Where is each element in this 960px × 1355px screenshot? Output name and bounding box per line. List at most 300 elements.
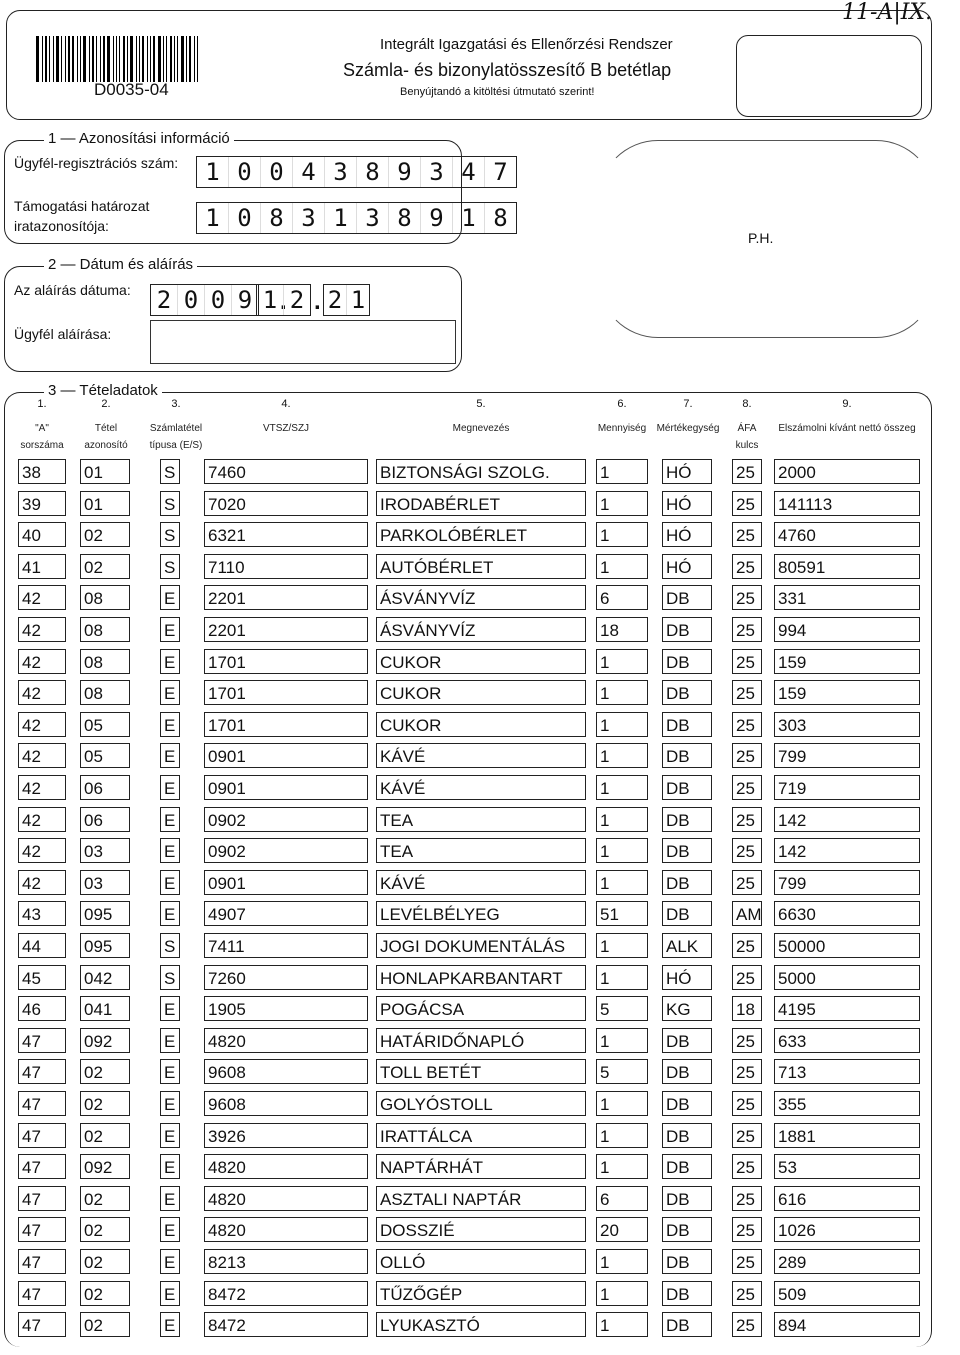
item-id-cell[interactable]: 02: [80, 1217, 130, 1242]
item-name-cell[interactable]: HATÁRIDŐNAPLÓ: [376, 1028, 586, 1053]
item-name-cell[interactable]: TEA: [376, 807, 586, 832]
vat-rate-cell[interactable]: 25: [732, 933, 762, 958]
unit-cell[interactable]: DB: [662, 838, 712, 863]
seq-number-cell[interactable]: 47: [18, 1028, 66, 1053]
net-amount-cell[interactable]: 616: [774, 1186, 920, 1211]
vat-rate-cell[interactable]: 25: [732, 1059, 762, 1084]
client-reg-digit: 3: [325, 157, 357, 187]
item-type-cell[interactable]: E: [160, 712, 180, 737]
net-amount-cell[interactable]: 4195: [774, 996, 920, 1021]
seq-number-cell[interactable]: 47: [18, 1217, 66, 1242]
vat-rate-cell[interactable]: 25: [732, 1154, 762, 1179]
quantity-cell[interactable]: 1: [596, 459, 648, 484]
column-seq-number-num: 1.: [37, 398, 47, 410]
client-reg-number-field[interactable]: [196, 156, 517, 188]
seq-number-cell[interactable]: 47: [18, 1123, 66, 1148]
quantity-cell[interactable]: 18: [596, 617, 648, 642]
unit-cell[interactable]: DB: [662, 901, 712, 926]
item-type-cell[interactable]: S: [160, 933, 180, 958]
item-name-cell[interactable]: BIZTONSÁGI SZOLG.: [376, 459, 586, 484]
net-amount-cell[interactable]: 633: [774, 1028, 920, 1053]
seq-number-cell[interactable]: 42: [18, 712, 66, 737]
unit-cell[interactable]: DB: [662, 807, 712, 832]
item-type-cell[interactable]: E: [160, 838, 180, 863]
client-reg-digit: 0: [261, 157, 293, 187]
date-day-digit: 2: [324, 285, 347, 315]
net-amount-cell[interactable]: 799: [774, 743, 920, 768]
item-name-cell[interactable]: JOGI DOKUMENTÁLÁS: [376, 933, 586, 958]
item-type-cell[interactable]: E: [160, 1091, 180, 1116]
item-name-cell[interactable]: IRODABÉRLET: [376, 491, 586, 516]
vtsz-code-cell[interactable]: 7411: [204, 933, 368, 958]
unit-cell[interactable]: HÓ: [662, 522, 712, 547]
vat-rate-cell[interactable]: 25: [732, 522, 762, 547]
quantity-cell[interactable]: 1: [596, 807, 648, 832]
seq-number-cell[interactable]: 41: [18, 554, 66, 579]
net-amount-cell[interactable]: 1026: [774, 1217, 920, 1242]
item-id-cell[interactable]: 06: [80, 775, 130, 800]
stamp-label: P.H.: [748, 230, 774, 246]
vat-rate-cell[interactable]: 25: [732, 838, 762, 863]
item-name-cell[interactable]: DOSSZIÉ: [376, 1217, 586, 1242]
vtsz-code-cell[interactable]: 7020: [204, 491, 368, 516]
item-id-cell[interactable]: 01: [80, 459, 130, 484]
column-item-type-head: Számlatétel: [149, 423, 203, 434]
item-id-cell[interactable]: 01: [80, 491, 130, 516]
unit-cell[interactable]: DB: [662, 617, 712, 642]
item-type-cell[interactable]: E: [160, 1186, 180, 1211]
quantity-cell[interactable]: 1: [596, 870, 648, 895]
item-type-cell[interactable]: E: [160, 680, 180, 705]
item-name-cell[interactable]: HONLAPKARBANTART: [376, 965, 586, 990]
item-type-cell[interactable]: E: [160, 901, 180, 926]
item-name-cell[interactable]: CUKOR: [376, 712, 586, 737]
unit-cell[interactable]: HÓ: [662, 554, 712, 579]
seq-number-cell[interactable]: 47: [18, 1312, 66, 1337]
vat-rate-cell[interactable]: 25: [732, 1281, 762, 1306]
seq-number-cell[interactable]: 42: [18, 649, 66, 674]
seq-number-cell[interactable]: 42: [18, 585, 66, 610]
vtsz-code-cell[interactable]: 2201: [204, 617, 368, 642]
item-id-cell[interactable]: 03: [80, 870, 130, 895]
quantity-cell[interactable]: 1: [596, 1154, 648, 1179]
item-type-cell[interactable]: E: [160, 585, 180, 610]
vtsz-code-cell[interactable]: 4820: [204, 1186, 368, 1211]
seq-number-cell[interactable]: 47: [18, 1281, 66, 1306]
net-amount-cell[interactable]: 142: [774, 838, 920, 863]
item-id-cell[interactable]: 08: [80, 680, 130, 705]
client-reg-digit: 7: [493, 158, 508, 186]
date-month-digit: 2: [289, 286, 305, 314]
date-day-digit: 1: [350, 286, 366, 314]
seq-number-cell[interactable]: 46: [18, 996, 66, 1021]
decision-id-digit: 1: [453, 203, 485, 233]
net-amount-cell[interactable]: 719: [774, 775, 920, 800]
quantity-cell[interactable]: 1: [596, 1091, 648, 1116]
item-id-cell[interactable]: 05: [80, 743, 130, 768]
seq-number-cell[interactable]: 44: [18, 933, 66, 958]
item-id-cell[interactable]: 042: [80, 965, 130, 990]
item-id-cell[interactable]: 02: [80, 1281, 130, 1306]
vtsz-code-cell[interactable]: 8213: [204, 1249, 368, 1274]
vtsz-code-cell[interactable]: 1701: [204, 712, 368, 737]
signature-date-label: Az aláírás dátuma:: [14, 282, 131, 298]
unit-cell[interactable]: KG: [662, 996, 712, 1021]
form-title: Számla- és bizonylatösszesítő B betétlap: [343, 60, 672, 80]
unit-cell[interactable]: DB: [662, 1028, 712, 1053]
unit-cell[interactable]: DB: [662, 743, 712, 768]
unit-cell[interactable]: HÓ: [662, 491, 712, 516]
item-id-cell[interactable]: 02: [80, 554, 130, 579]
date-year-digit: 0: [178, 285, 205, 315]
unit-cell[interactable]: DB: [662, 712, 712, 737]
item-id-cell[interactable]: 05: [80, 712, 130, 737]
item-name-cell[interactable]: TEA: [376, 838, 586, 863]
vtsz-code-cell[interactable]: 9608: [204, 1059, 368, 1084]
net-amount-cell[interactable]: 331: [774, 585, 920, 610]
item-id-cell[interactable]: 02: [80, 1249, 130, 1274]
vtsz-code-cell[interactable]: 0901: [204, 870, 368, 895]
item-name-cell[interactable]: LEVÉLBÉLYEG: [376, 901, 586, 926]
handwritten-note: 11-A|IX.: [842, 0, 933, 25]
item-id-cell[interactable]: 02: [80, 1186, 130, 1211]
vtsz-code-cell[interactable]: 4907: [204, 901, 368, 926]
item-name-cell[interactable]: TOLL BETÉT: [376, 1059, 586, 1084]
client-reg-digit: 1: [197, 157, 229, 187]
net-amount-cell[interactable]: 509: [774, 1281, 920, 1306]
date-separator: .: [280, 288, 287, 315]
column-seq-number-sub: sorszáma: [20, 440, 64, 451]
unit-cell[interactable]: HÓ: [662, 459, 712, 484]
vat-rate-cell[interactable]: 25: [732, 965, 762, 990]
item-type-cell[interactable]: E: [160, 996, 180, 1021]
item-id-cell[interactable]: 02: [80, 1091, 130, 1116]
item-type-cell[interactable]: E: [160, 1028, 180, 1053]
seq-number-cell[interactable]: 47: [18, 1186, 66, 1211]
net-amount-cell[interactable]: 159: [774, 649, 920, 674]
item-name-cell[interactable]: ÁSVÁNYVÍZ: [376, 617, 586, 642]
item-name-cell[interactable]: ÁSVÁNYVÍZ: [376, 585, 586, 610]
item-id-cell[interactable]: 08: [80, 649, 130, 674]
item-type-cell[interactable]: E: [160, 617, 180, 642]
unit-cell[interactable]: DB: [662, 1281, 712, 1306]
vtsz-code-cell[interactable]: 4820: [204, 1154, 368, 1179]
item-id-cell[interactable]: 03: [80, 838, 130, 863]
net-amount-cell[interactable]: 142: [774, 807, 920, 832]
quantity-cell[interactable]: 1: [596, 712, 648, 737]
item-id-cell[interactable]: 02: [80, 1312, 130, 1337]
seq-number-cell[interactable]: 42: [18, 838, 66, 863]
seq-number-cell[interactable]: 47: [18, 1059, 66, 1084]
date-year-digit: 0: [205, 285, 232, 315]
net-amount-cell[interactable]: 303: [774, 712, 920, 737]
client-reg-label: Ügyfél-regisztrációs szám:: [14, 155, 179, 171]
unit-cell[interactable]: DB: [662, 1059, 712, 1084]
column-net-amount-num: 9.: [842, 398, 852, 410]
date-month-digit: 1: [257, 285, 284, 315]
item-id-cell[interactable]: 092: [80, 1028, 130, 1053]
item-type-cell[interactable]: E: [160, 1059, 180, 1084]
item-name-cell[interactable]: GOLYÓSTOLL: [376, 1091, 586, 1116]
quantity-cell[interactable]: 1: [596, 554, 648, 579]
item-type-cell[interactable]: E: [160, 649, 180, 674]
net-amount-cell[interactable]: 159: [774, 680, 920, 705]
net-amount-cell[interactable]: 53: [774, 1154, 920, 1179]
vtsz-code-cell[interactable]: 3926: [204, 1123, 368, 1148]
quantity-cell[interactable]: 5: [596, 996, 648, 1021]
seq-number-cell[interactable]: 47: [18, 1154, 66, 1179]
quantity-cell[interactable]: 1: [596, 1249, 648, 1274]
item-id-cell[interactable]: 02: [80, 1123, 130, 1148]
unit-cell[interactable]: ALK: [662, 933, 712, 958]
decision-id-digit: 1: [325, 203, 357, 233]
item-type-cell[interactable]: E: [160, 1154, 180, 1179]
identification-section-title: 1 — Azonosítási információ: [44, 130, 234, 147]
item-type-cell[interactable]: S: [160, 459, 180, 484]
item-id-cell[interactable]: 095: [80, 933, 130, 958]
vat-rate-cell[interactable]: 25: [732, 617, 762, 642]
unit-cell[interactable]: DB: [662, 775, 712, 800]
seq-number-cell[interactable]: 39: [18, 491, 66, 516]
vat-rate-cell[interactable]: 25: [732, 491, 762, 516]
item-type-cell[interactable]: S: [160, 522, 180, 547]
item-id-cell[interactable]: 08: [80, 617, 130, 642]
quantity-cell[interactable]: 1: [596, 680, 648, 705]
date-year-digit: 9: [237, 286, 253, 314]
vat-rate-cell[interactable]: 25: [732, 1123, 762, 1148]
item-type-cell[interactable]: E: [160, 1217, 180, 1242]
column-unit-head: Mértékegység: [656, 423, 720, 434]
quantity-cell[interactable]: 1: [596, 1123, 648, 1148]
seq-number-cell[interactable]: 47: [18, 1249, 66, 1274]
vat-rate-cell[interactable]: 25: [732, 1091, 762, 1116]
seq-number-cell[interactable]: 47: [18, 1091, 66, 1116]
vtsz-code-cell[interactable]: 7460: [204, 459, 368, 484]
unit-cell[interactable]: DB: [662, 1217, 712, 1242]
quantity-cell[interactable]: 1: [596, 838, 648, 863]
item-name-cell[interactable]: KÁVÉ: [376, 743, 586, 768]
item-type-cell[interactable]: S: [160, 491, 180, 516]
item-type-cell[interactable]: E: [160, 1123, 180, 1148]
vtsz-code-cell[interactable]: 1701: [204, 680, 368, 705]
seq-number-cell[interactable]: 42: [18, 617, 66, 642]
quantity-cell[interactable]: 1: [596, 1281, 648, 1306]
item-id-cell[interactable]: 08: [80, 585, 130, 610]
vtsz-code-cell[interactable]: 0901: [204, 743, 368, 768]
item-type-cell[interactable]: E: [160, 743, 180, 768]
quantity-cell[interactable]: 1: [596, 1028, 648, 1053]
item-name-cell[interactable]: CUKOR: [376, 680, 586, 705]
item-id-cell[interactable]: 041: [80, 996, 130, 1021]
item-name-cell[interactable]: CUKOR: [376, 649, 586, 674]
vtsz-code-cell[interactable]: 0901: [204, 775, 368, 800]
unit-cell[interactable]: DB: [662, 680, 712, 705]
item-id-cell[interactable]: 06: [80, 807, 130, 832]
quantity-cell[interactable]: 51: [596, 901, 648, 926]
seq-number-cell[interactable]: 42: [18, 870, 66, 895]
seq-number-cell[interactable]: 40: [18, 522, 66, 547]
item-name-cell[interactable]: KÁVÉ: [376, 870, 586, 895]
item-name-cell[interactable]: POGÁCSA: [376, 996, 586, 1021]
vat-rate-cell[interactable]: 25: [732, 1312, 762, 1337]
item-name-cell[interactable]: NAPTÁRHÁT: [376, 1154, 586, 1179]
unit-cell[interactable]: DB: [662, 585, 712, 610]
vat-rate-cell[interactable]: 25: [732, 1249, 762, 1274]
decision-id-digit: 9: [421, 203, 453, 233]
item-type-cell[interactable]: E: [160, 1249, 180, 1274]
quantity-cell[interactable]: 1: [596, 775, 648, 800]
seq-number-cell[interactable]: 42: [18, 775, 66, 800]
item-name-cell[interactable]: PARKOLÓBÉRLET: [376, 522, 586, 547]
vtsz-code-cell[interactable]: 9608: [204, 1091, 368, 1116]
item-type-cell[interactable]: E: [160, 775, 180, 800]
vtsz-code-cell[interactable]: 0902: [204, 807, 368, 832]
unit-cell[interactable]: DB: [662, 1249, 712, 1274]
date-year-field[interactable]: [150, 284, 259, 316]
item-name-cell[interactable]: KÁVÉ: [376, 775, 586, 800]
date-year-digit: 2: [151, 285, 178, 315]
vtsz-code-cell[interactable]: 8472: [204, 1312, 368, 1337]
item-id-cell[interactable]: 095: [80, 901, 130, 926]
vtsz-code-cell[interactable]: 4820: [204, 1217, 368, 1242]
net-amount-cell[interactable]: 1881: [774, 1123, 920, 1148]
quantity-cell[interactable]: 1: [596, 933, 648, 958]
unit-cell[interactable]: DB: [662, 649, 712, 674]
item-type-cell[interactable]: E: [160, 1281, 180, 1306]
quantity-cell[interactable]: 6: [596, 585, 648, 610]
item-name-cell[interactable]: LYUKASZTÓ: [376, 1312, 586, 1337]
vat-rate-cell[interactable]: 25: [732, 649, 762, 674]
seq-number-cell[interactable]: 43: [18, 901, 66, 926]
unit-cell[interactable]: DB: [662, 1091, 712, 1116]
unit-cell[interactable]: HÓ: [662, 965, 712, 990]
date-day-field[interactable]: [323, 284, 370, 316]
item-type-cell[interactable]: E: [160, 870, 180, 895]
office-use-box: [736, 35, 922, 117]
net-amount-cell[interactable]: 80591: [774, 554, 920, 579]
net-amount-cell[interactable]: 4760: [774, 522, 920, 547]
vtsz-code-cell[interactable]: 2201: [204, 585, 368, 610]
vat-rate-cell[interactable]: 25: [732, 870, 762, 895]
decision-id-digit: 8: [389, 203, 421, 233]
vtsz-code-cell[interactable]: 1905: [204, 996, 368, 1021]
unit-cell[interactable]: DB: [662, 1154, 712, 1179]
item-type-cell[interactable]: E: [160, 807, 180, 832]
client-reg-digit: 0: [229, 157, 261, 187]
quantity-cell[interactable]: 1: [596, 491, 648, 516]
vat-rate-cell[interactable]: 25: [732, 585, 762, 610]
client-reg-digit: 8: [357, 157, 389, 187]
vat-rate-cell[interactable]: 25: [732, 775, 762, 800]
date-signature-section-title: 2 — Dátum és aláírás: [44, 256, 197, 273]
quantity-cell[interactable]: 1: [596, 522, 648, 547]
vat-rate-cell[interactable]: 25: [732, 680, 762, 705]
net-amount-cell[interactable]: 355: [774, 1091, 920, 1116]
quantity-cell[interactable]: 1: [596, 743, 648, 768]
client-reg-digit: 4: [453, 157, 485, 187]
quantity-cell[interactable]: 20: [596, 1217, 648, 1242]
vtsz-code-cell[interactable]: 7110: [204, 554, 368, 579]
system-name: Integrált Igazgatási és Ellenőrzési Rendszer: [380, 36, 673, 53]
vtsz-code-cell[interactable]: 1701: [204, 649, 368, 674]
item-id-cell[interactable]: 02: [80, 1059, 130, 1084]
date-month-field[interactable]: [256, 284, 311, 316]
vat-rate-cell[interactable]: 25: [732, 459, 762, 484]
seq-number-cell[interactable]: 42: [18, 743, 66, 768]
net-amount-cell[interactable]: 713: [774, 1059, 920, 1084]
vat-rate-cell[interactable]: 25: [732, 1217, 762, 1242]
net-amount-cell[interactable]: 6630: [774, 901, 920, 926]
signature-field[interactable]: [150, 320, 456, 364]
vat-rate-cell[interactable]: 25: [732, 743, 762, 768]
item-type-cell[interactable]: E: [160, 1312, 180, 1337]
seq-number-cell[interactable]: 42: [18, 680, 66, 705]
vtsz-code-cell[interactable]: 4820: [204, 1028, 368, 1053]
net-amount-cell[interactable]: 994: [774, 617, 920, 642]
item-id-cell[interactable]: 02: [80, 522, 130, 547]
quantity-cell[interactable]: 1: [596, 1312, 648, 1337]
quantity-cell[interactable]: 5: [596, 1059, 648, 1084]
form-subtitle: Benyújtandó a kitöltési útmutató szerint!: [400, 86, 595, 98]
vat-rate-cell[interactable]: AM: [732, 901, 762, 926]
quantity-cell[interactable]: 1: [596, 649, 648, 674]
vtsz-code-cell[interactable]: 7260: [204, 965, 368, 990]
decision-id-field[interactable]: [196, 202, 517, 234]
net-amount-cell[interactable]: 50000: [774, 933, 920, 958]
column-quantity-head: Mennyiség: [597, 423, 647, 434]
item-name-cell[interactable]: OLLÓ: [376, 1249, 586, 1274]
net-amount-cell[interactable]: 894: [774, 1312, 920, 1337]
seq-number-cell[interactable]: 42: [18, 807, 66, 832]
seq-number-cell[interactable]: 45: [18, 965, 66, 990]
unit-cell[interactable]: DB: [662, 870, 712, 895]
item-id-cell[interactable]: 092: [80, 1154, 130, 1179]
quantity-cell[interactable]: 6: [596, 1186, 648, 1211]
decision-id-digit: 0: [229, 203, 261, 233]
net-amount-cell[interactable]: 141113: [774, 491, 920, 516]
item-type-cell[interactable]: S: [160, 965, 180, 990]
vtsz-code-cell[interactable]: 0902: [204, 838, 368, 863]
net-amount-cell[interactable]: 5000: [774, 965, 920, 990]
item-name-cell[interactable]: IRATTÁLCA: [376, 1123, 586, 1148]
net-amount-cell[interactable]: 2000: [774, 459, 920, 484]
net-amount-cell[interactable]: 289: [774, 1249, 920, 1274]
unit-cell[interactable]: DB: [662, 1123, 712, 1148]
unit-cell[interactable]: DB: [662, 1186, 712, 1211]
column-item-id-head: Tétel: [94, 423, 118, 434]
unit-cell[interactable]: DB: [662, 1312, 712, 1337]
column-item-name-head: Megnevezés: [452, 423, 510, 434]
item-name-cell[interactable]: ASZTALI NAPTÁR: [376, 1186, 586, 1211]
vat-rate-cell[interactable]: 25: [732, 712, 762, 737]
item-name-cell[interactable]: AUTÓBÉRLET: [376, 554, 586, 579]
signature-label: Ügyfél aláírása:: [14, 326, 112, 342]
vat-rate-cell[interactable]: 25: [732, 807, 762, 832]
item-name-cell[interactable]: TŰZŐGÉP: [376, 1281, 586, 1306]
quantity-cell[interactable]: 1: [596, 965, 648, 990]
vat-rate-cell[interactable]: 25: [732, 1186, 762, 1211]
column-item-id-num: 2.: [101, 398, 111, 410]
item-type-cell[interactable]: S: [160, 554, 180, 579]
vat-rate-cell[interactable]: 25: [732, 1028, 762, 1053]
vat-rate-cell[interactable]: 18: [732, 996, 762, 1021]
seq-number-cell[interactable]: 38: [18, 459, 66, 484]
column-vat-rate-num: 8.: [742, 398, 752, 410]
vat-rate-cell[interactable]: 25: [732, 554, 762, 579]
net-amount-cell[interactable]: 799: [774, 870, 920, 895]
vtsz-code-cell[interactable]: 8472: [204, 1281, 368, 1306]
vtsz-code-cell[interactable]: 6321: [204, 522, 368, 547]
